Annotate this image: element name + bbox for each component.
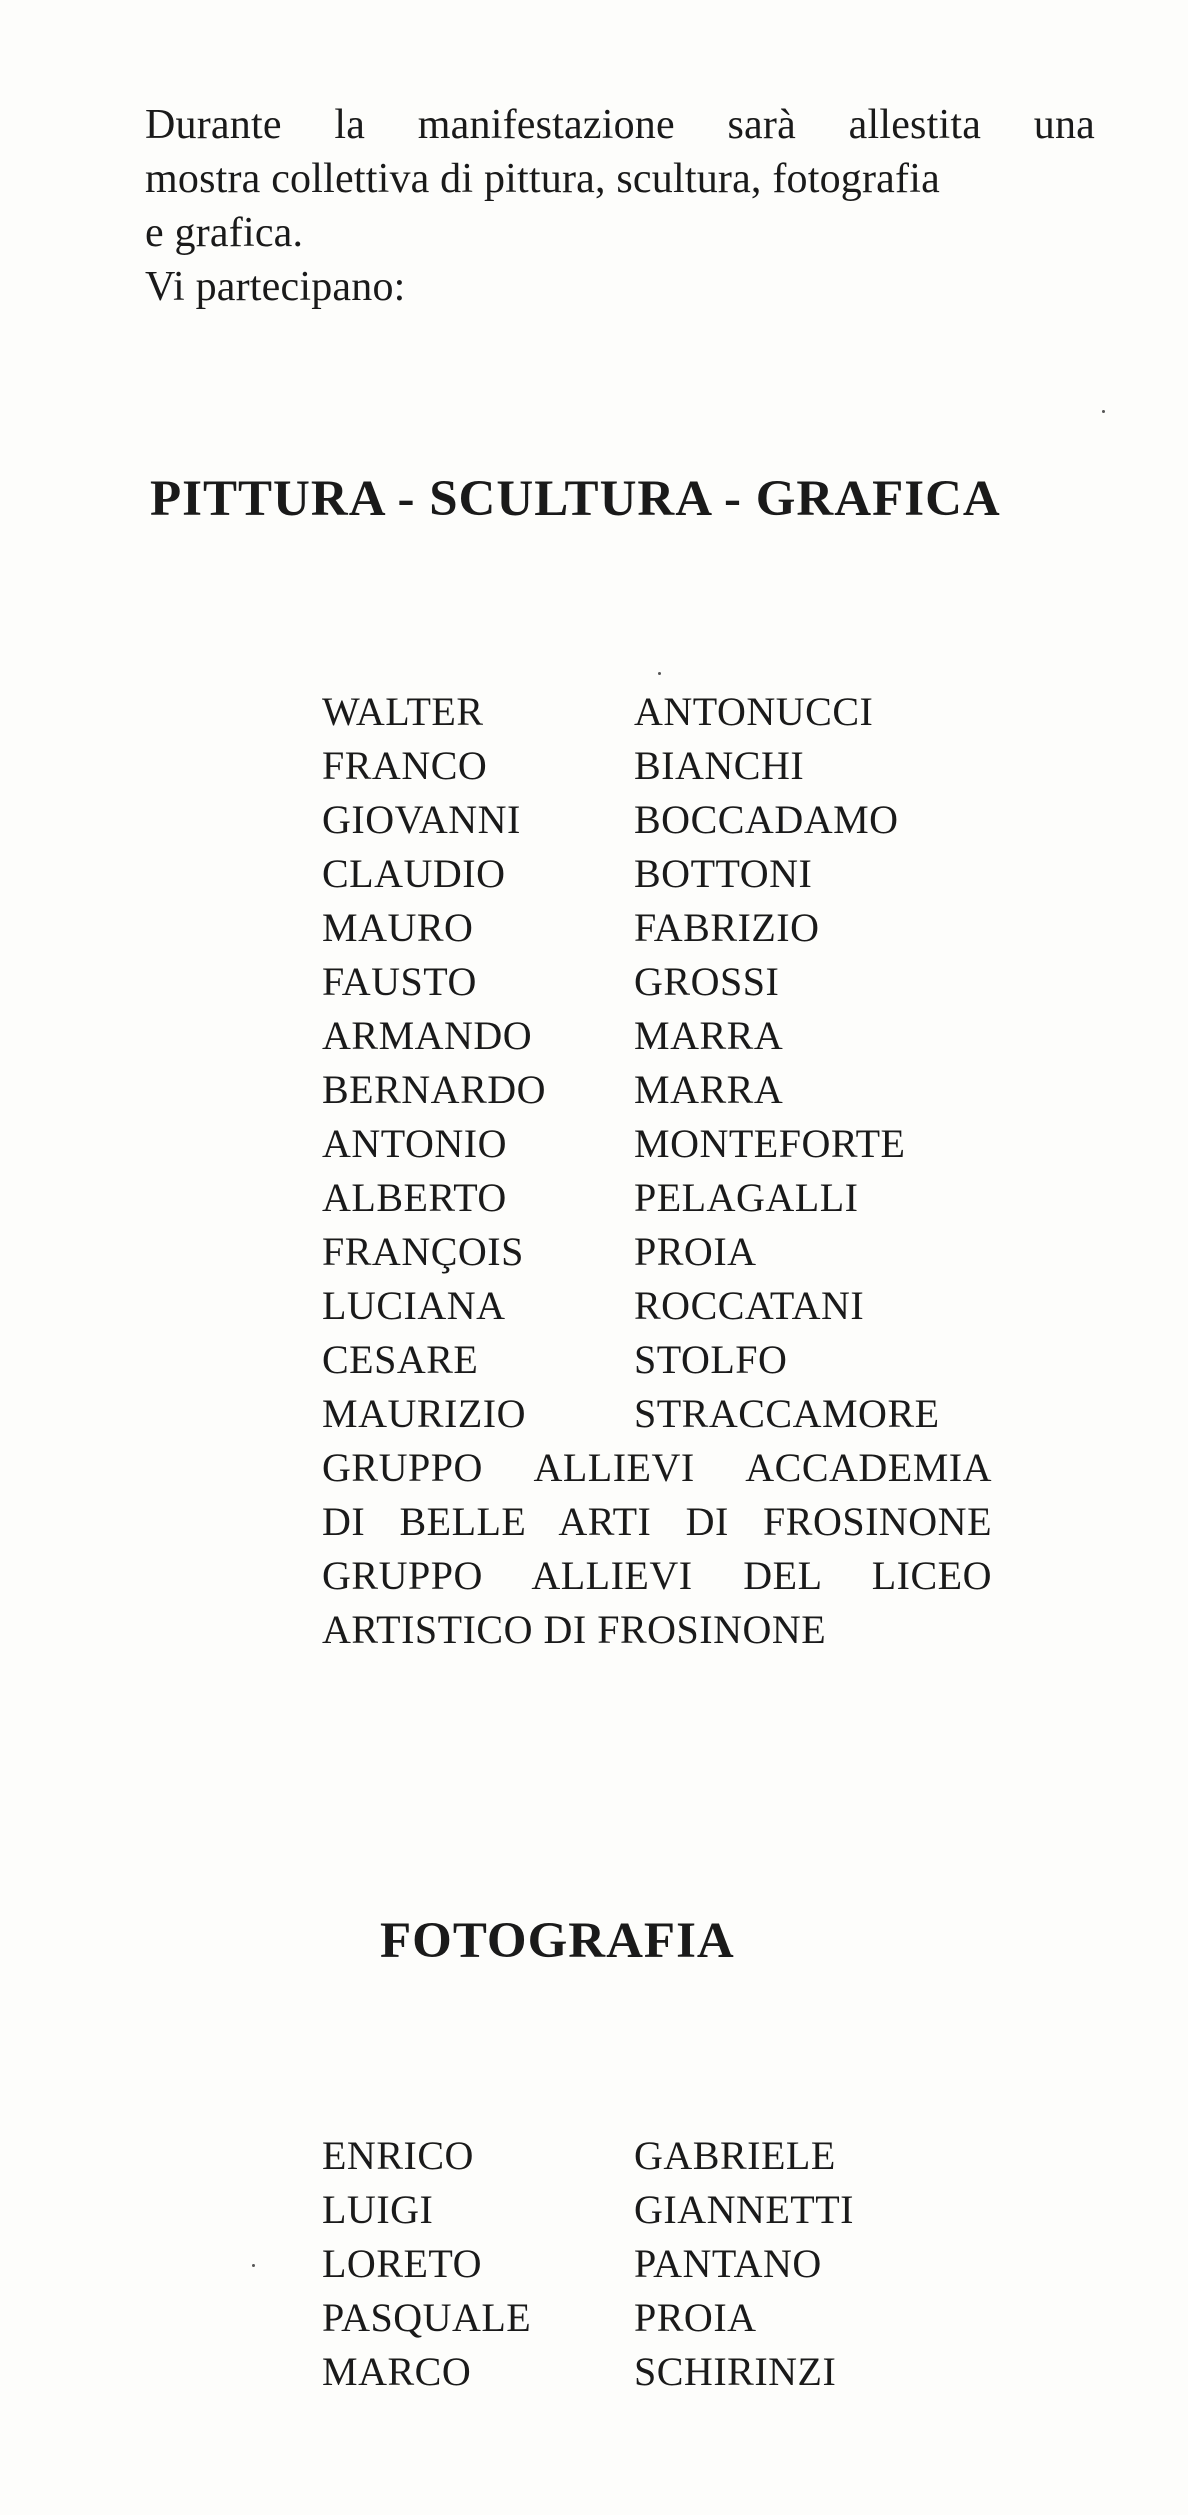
artist-first-name: WALTER <box>322 689 484 734</box>
artist-row <box>322 2237 854 2291</box>
intro-line: mostra collettiva di pittura, scultura, fotografia <box>145 156 940 202</box>
artist-last-name: MARRA <box>634 1013 784 1058</box>
artist-row <box>322 901 992 955</box>
artist-first-name: CLAUDIO <box>322 851 506 896</box>
section-title-photography: FOTOGRAFIA <box>380 1913 735 1969</box>
artist-last-name: PANTANO <box>634 2241 822 2286</box>
artist-first-name: PASQUALE <box>322 2295 532 2340</box>
artist-row <box>322 685 992 739</box>
artist-row <box>322 1279 992 1333</box>
artist-row <box>322 847 992 901</box>
artist-last-name: GIANNETTI <box>634 2187 854 2232</box>
artist-row <box>322 1333 992 1387</box>
artist-row <box>322 2345 854 2399</box>
artist-last-name: ANTONUCCI <box>634 689 874 734</box>
artist-first-name: ALBERTO <box>322 1175 507 1220</box>
artist-last-name: ROCCATANI <box>634 1283 865 1328</box>
artist-last-name: GABRIELE <box>634 2133 836 2178</box>
artist-last-name: BOTTONI <box>634 851 813 896</box>
artist-last-name: GROSSI <box>634 959 780 1004</box>
photography-artist-list <box>322 2129 854 2399</box>
artist-row <box>322 1117 992 1171</box>
artist-row <box>322 1171 992 1225</box>
artist-first-name: ARMANDO <box>322 1013 533 1058</box>
artist-last-name: BIANCHI <box>634 743 805 788</box>
group-line: GRUPPO ALLIEVI ACCADEMIA <box>322 1445 992 1490</box>
artist-last-name: FABRIZIO <box>634 905 820 950</box>
artist-row <box>322 793 992 847</box>
artist-first-name: MAURO <box>322 905 474 950</box>
paper-speck <box>252 2264 255 2267</box>
artist-first-name: FRANCO <box>322 743 488 788</box>
artist-row <box>322 739 992 793</box>
paper-speck <box>658 672 661 675</box>
artist-last-name: PELAGALLI <box>634 1175 859 1220</box>
artist-last-name: PROIA <box>634 1229 757 1274</box>
artist-last-name: MONTEFORTE <box>634 1121 906 1166</box>
group-line: ARTISTICO DI FROSINONE <box>322 1607 827 1652</box>
artist-first-name: LUIGI <box>322 2187 434 2232</box>
artist-first-name: GIOVANNI <box>322 797 521 842</box>
artist-last-name: MARRA <box>634 1067 784 1112</box>
artist-row <box>322 2183 854 2237</box>
artist-row <box>322 2291 854 2345</box>
paper-speck <box>1102 410 1105 413</box>
artist-row <box>322 1063 992 1117</box>
artist-last-name: SCHIRINZI <box>634 2349 837 2394</box>
intro-line: Durante la manifestazione sarà allestita una <box>145 102 1095 148</box>
group-line: DI BELLE ARTI DI FROSINONE <box>322 1499 992 1544</box>
artist-last-name: PROIA <box>634 2295 757 2340</box>
artist-first-name: ENRICO <box>322 2133 474 2178</box>
artist-last-name: STOLFO <box>634 1337 788 1382</box>
intro-line: e grafica. <box>145 210 304 256</box>
artist-row <box>322 955 992 1009</box>
artist-first-name: FAUSTO <box>322 959 477 1004</box>
artist-first-name: MAURIZIO <box>322 1391 526 1436</box>
artist-first-name: ANTONIO <box>322 1121 507 1166</box>
artist-first-name: BERNARDO <box>322 1067 547 1112</box>
artist-first-name: CESARE <box>322 1337 479 1382</box>
artist-row <box>322 1225 992 1279</box>
intro-line: Vi partecipano: <box>145 264 406 310</box>
artist-last-name: BOCCADAMO <box>634 797 899 842</box>
intro-paragraph <box>145 98 1105 314</box>
artist-last-name: STRACCAMORE <box>634 1391 940 1436</box>
artist-first-name: LORETO <box>322 2241 483 2286</box>
artist-first-name: MARCO <box>322 2349 472 2394</box>
group-line: GRUPPO ALLIEVI DEL LICEO <box>322 1553 992 1598</box>
section-title-painting: PITTURA - SCULTURA - GRAFICA <box>150 471 1001 527</box>
artist-first-name: LUCIANA <box>322 1283 506 1328</box>
artist-row <box>322 1387 992 1441</box>
artist-first-name: FRANÇOIS <box>322 1229 524 1274</box>
artist-row <box>322 1009 992 1063</box>
painting-artist-list <box>322 685 992 1657</box>
artist-row <box>322 2129 854 2183</box>
